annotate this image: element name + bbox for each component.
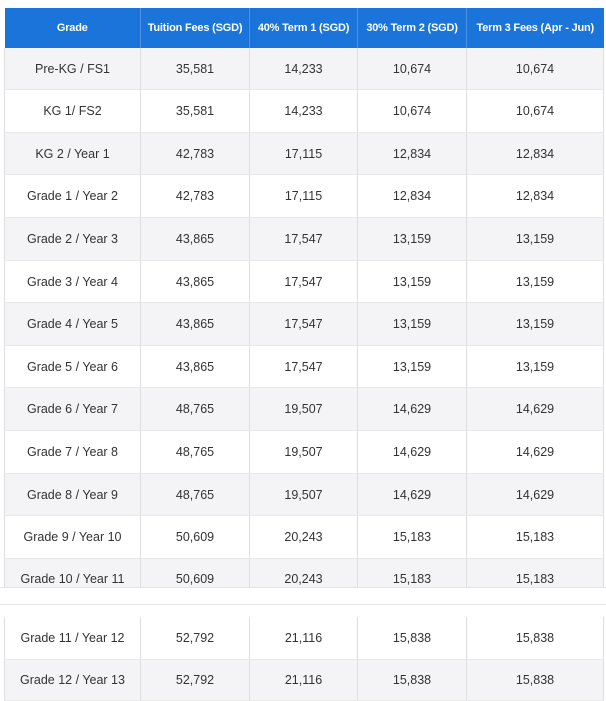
cell-term-1: 20,243 <box>250 516 358 559</box>
table-row <box>5 431 604 474</box>
cell-grade: Grade 4 / Year 5 <box>5 303 141 346</box>
cell-term-3: 13,159 <box>467 261 604 303</box>
header-tuition-fees: Tuition Fees (SGD) <box>141 8 250 48</box>
cell-term-2: 10,674 <box>358 90 467 133</box>
table-row <box>5 90 604 133</box>
cell-tuition: 43,865 <box>141 346 250 388</box>
cell-term-2: 13,159 <box>358 303 467 346</box>
table-row <box>5 617 604 660</box>
cell-term-3: 13,159 <box>467 346 604 388</box>
cell-term-2: 14,629 <box>358 388 467 431</box>
cell-grade: Grade 1 / Year 2 <box>5 175 141 218</box>
table-break <box>0 587 606 605</box>
cell-term-1: 17,115 <box>250 133 358 175</box>
cell-tuition: 42,783 <box>141 175 250 218</box>
header-grade: Grade <box>5 8 141 48</box>
cell-term-2: 13,159 <box>358 346 467 388</box>
cell-tuition: 50,609 <box>141 516 250 559</box>
cell-grade: Grade 7 / Year 8 <box>5 431 141 474</box>
cell-tuition: 52,792 <box>141 617 250 660</box>
cell-grade: Grade 9 / Year 10 <box>5 516 141 559</box>
cell-term-1: 19,507 <box>250 474 358 516</box>
table-row <box>5 261 604 303</box>
cell-grade: Grade 5 / Year 6 <box>5 346 141 388</box>
cell-term-1: 21,116 <box>250 660 358 701</box>
cell-term-1: 17,547 <box>250 303 358 346</box>
table-row <box>5 133 604 175</box>
cell-grade: Grade 6 / Year 7 <box>5 388 141 431</box>
cell-term-3: 15,183 <box>467 559 604 599</box>
header-term-1: 40% Term 1 (SGD) <box>250 8 358 48</box>
cell-term-3: 14,629 <box>467 474 604 516</box>
cell-tuition: 48,765 <box>141 474 250 516</box>
cell-tuition: 35,581 <box>141 48 250 90</box>
cell-term-3: 12,834 <box>467 133 604 175</box>
cell-term-3: 13,159 <box>467 218 604 261</box>
table-row <box>5 516 604 559</box>
cell-tuition: 43,865 <box>141 218 250 261</box>
cell-term-2: 12,834 <box>358 175 467 218</box>
cell-term-1: 17,115 <box>250 175 358 218</box>
cell-tuition: 35,581 <box>141 90 250 133</box>
cell-term-1: 19,507 <box>250 388 358 431</box>
header-term-2: 30% Term 2 (SGD) <box>358 8 467 48</box>
cell-term-3: 12,834 <box>467 175 604 218</box>
table-header <box>5 8 604 48</box>
cell-term-2: 15,183 <box>358 516 467 559</box>
cell-term-1: 17,547 <box>250 346 358 388</box>
cell-term-2: 14,629 <box>358 474 467 516</box>
table-row <box>5 48 604 90</box>
cell-grade: Grade 10 / Year 11 <box>5 559 141 599</box>
cell-term-3: 10,674 <box>467 90 604 133</box>
cell-grade: KG 1/ FS2 <box>5 90 141 133</box>
cell-term-1: 21,116 <box>250 617 358 660</box>
cell-grade: KG 2 / Year 1 <box>5 133 141 175</box>
cell-term-2: 15,838 <box>358 660 467 701</box>
cell-tuition: 52,792 <box>141 660 250 701</box>
cell-term-2: 13,159 <box>358 218 467 261</box>
cell-grade: Pre-KG / FS1 <box>5 48 141 90</box>
cell-grade: Grade 2 / Year 3 <box>5 218 141 261</box>
cell-term-2: 14,629 <box>358 431 467 474</box>
header-row <box>5 8 604 48</box>
table-row <box>5 303 604 346</box>
cell-tuition: 42,783 <box>141 133 250 175</box>
table-row <box>5 660 604 701</box>
header-term-3: Term 3 Fees (Apr - Jun) <box>467 8 604 48</box>
cell-term-1: 17,547 <box>250 261 358 303</box>
cell-grade: Grade 3 / Year 4 <box>5 261 141 303</box>
cell-tuition: 43,865 <box>141 303 250 346</box>
table-row <box>5 474 604 516</box>
table-row <box>5 218 604 261</box>
cell-tuition: 43,865 <box>141 261 250 303</box>
cell-term-3: 13,159 <box>467 303 604 346</box>
table-row <box>5 388 604 431</box>
cell-grade: Grade 8 / Year 9 <box>5 474 141 516</box>
cell-term-2: 10,674 <box>358 48 467 90</box>
cell-term-1: 14,233 <box>250 48 358 90</box>
cell-grade: Grade 12 / Year 13 <box>5 660 141 701</box>
cell-term-1: 20,243 <box>250 559 358 599</box>
cell-tuition: 48,765 <box>141 388 250 431</box>
cell-term-2: 15,838 <box>358 617 467 660</box>
cell-term-2: 13,159 <box>358 261 467 303</box>
cell-term-1: 17,547 <box>250 218 358 261</box>
cell-term-3: 14,629 <box>467 388 604 431</box>
cell-term-3: 14,629 <box>467 431 604 474</box>
cell-term-1: 19,507 <box>250 431 358 474</box>
cell-term-1: 14,233 <box>250 90 358 133</box>
table-row <box>5 346 604 388</box>
cell-term-3: 15,838 <box>467 617 604 660</box>
cell-tuition: 50,609 <box>141 559 250 599</box>
cell-grade: Grade 11 / Year 12 <box>5 617 141 660</box>
cell-tuition: 48,765 <box>141 431 250 474</box>
table-row <box>5 175 604 218</box>
cell-term-2: 12,834 <box>358 133 467 175</box>
cell-term-3: 15,183 <box>467 516 604 559</box>
cell-term-3: 10,674 <box>467 48 604 90</box>
cell-term-3: 15,838 <box>467 660 604 701</box>
cell-term-2: 15,183 <box>358 559 467 599</box>
